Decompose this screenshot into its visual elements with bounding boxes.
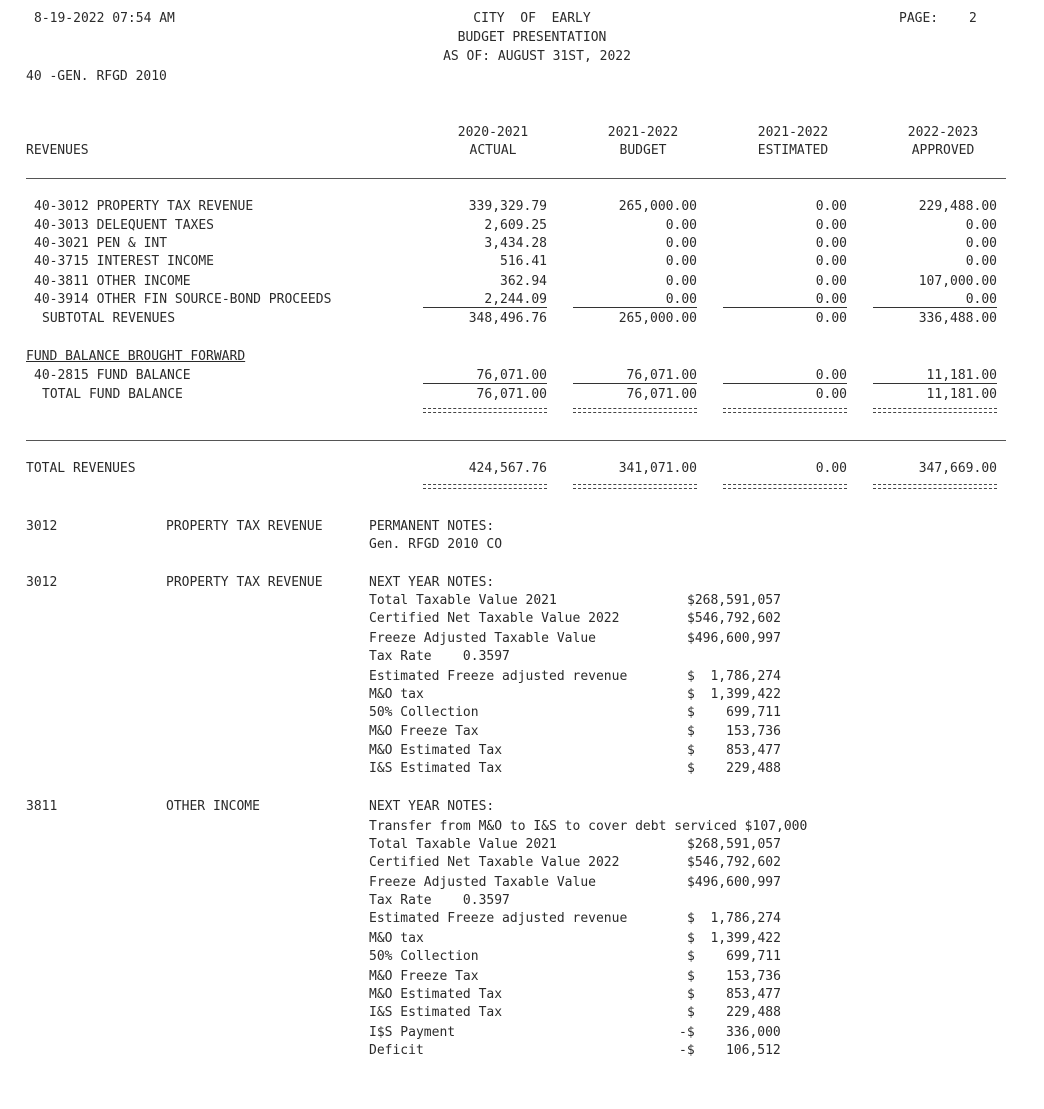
value-estimated: 0.00 bbox=[815, 387, 847, 402]
page-number: 2 bbox=[969, 11, 977, 26]
note-item-value: $ 853,477 bbox=[687, 987, 781, 1002]
note-item-value: $ 1,399,422 bbox=[687, 687, 781, 702]
col-type-budget: BUDGET bbox=[619, 143, 667, 158]
note-item-value: $ 699,711 bbox=[687, 949, 781, 964]
value-approved: 347,669.00 bbox=[918, 461, 997, 476]
note-item-label: M&O Freeze Tax bbox=[369, 724, 479, 739]
note-item-label: Certified Net Taxable Value 2022 bbox=[369, 611, 620, 626]
note-item-label: I&S Estimated Tax bbox=[369, 1005, 503, 1020]
value-actual: 339,329.79 bbox=[468, 199, 547, 214]
note-item-label: I&S Estimated Tax bbox=[369, 761, 503, 776]
value-actual: 76,071.00 bbox=[476, 368, 547, 383]
note-item-value: $ 153,736 bbox=[687, 724, 781, 739]
subtotal-rule bbox=[573, 307, 697, 308]
note-item-value: -$ 336,000 bbox=[679, 1025, 781, 1040]
note-item-label: Freeze Adjusted Taxable Value bbox=[369, 875, 596, 890]
subtotal-label: SUBTOTAL REVENUES bbox=[42, 311, 176, 326]
note-code: 3012 bbox=[26, 519, 58, 534]
report-datetime: 8-19-2022 07:54 AM bbox=[34, 11, 175, 26]
col-year-estimated: 2021-2022 bbox=[757, 125, 829, 140]
double-rule bbox=[723, 484, 847, 489]
double-rule bbox=[423, 408, 547, 413]
double-rule bbox=[873, 484, 997, 489]
value-budget: 76,071.00 bbox=[626, 387, 697, 402]
value-budget: 0.00 bbox=[665, 218, 697, 233]
value-estimated: 0.00 bbox=[815, 218, 847, 233]
revenues-section-label: REVENUES bbox=[26, 143, 89, 158]
value-budget: 0.00 bbox=[665, 254, 697, 269]
report-title: BUDGET PRESENTATION bbox=[457, 30, 607, 45]
subtotal-rule bbox=[423, 307, 547, 308]
as-of-date: AS OF: AUGUST 31ST, 2022 bbox=[443, 49, 631, 64]
double-rule bbox=[573, 484, 697, 489]
note-heading: NEXT YEAR NOTES: bbox=[369, 575, 495, 590]
note-item-value: $546,792,602 bbox=[687, 855, 781, 870]
value-approved: 11,181.00 bbox=[926, 387, 997, 402]
note-text: Transfer from M&O to I&S to cover debt serviced $107,000 bbox=[369, 819, 808, 834]
double-rule bbox=[573, 408, 697, 413]
revenue-label: 40-3715 INTEREST INCOME bbox=[34, 254, 215, 269]
total-revenues-label: TOTAL REVENUES bbox=[26, 461, 136, 476]
value-estimated: 0.00 bbox=[815, 311, 847, 326]
value-actual: 348,496.76 bbox=[468, 311, 547, 326]
value-estimated: 0.00 bbox=[815, 199, 847, 214]
value-estimated: 0.00 bbox=[815, 461, 847, 476]
note-item-label: 50% Collection bbox=[369, 705, 479, 720]
col-year-budget: 2021-2022 bbox=[607, 125, 679, 140]
note-item-label: Total Taxable Value 2021 bbox=[369, 837, 557, 852]
note-item-label: I$S Payment bbox=[369, 1025, 456, 1040]
value-budget: 265,000.00 bbox=[618, 311, 697, 326]
note-item-label: Estimated Freeze adjusted revenue bbox=[369, 911, 628, 926]
col-year-approved: 2022-2023 bbox=[907, 125, 979, 140]
value-approved: 0.00 bbox=[965, 236, 997, 251]
note-text: Gen. RFGD 2010 CO bbox=[369, 537, 503, 552]
value-approved: 229,488.00 bbox=[918, 199, 997, 214]
value-actual: 362.94 bbox=[500, 274, 547, 289]
value-budget: 265,000.00 bbox=[618, 199, 697, 214]
value-actual: 2,244.09 bbox=[484, 292, 547, 307]
fund-balance-rule bbox=[873, 383, 997, 384]
note-item-label: M&O tax bbox=[369, 687, 424, 702]
value-actual: 516.41 bbox=[500, 254, 547, 269]
note-item-label: Deficit bbox=[369, 1043, 424, 1058]
note-item-value: -$ 106,512 bbox=[679, 1043, 781, 1058]
note-account: PROPERTY TAX REVENUE bbox=[166, 519, 323, 534]
value-actual: 424,567.76 bbox=[468, 461, 547, 476]
value-approved: 0.00 bbox=[965, 254, 997, 269]
revenue-label: 40-3013 DELEQUENT TAXES bbox=[34, 218, 215, 233]
note-code: 3811 bbox=[26, 799, 58, 814]
note-item-value: $ 1,786,274 bbox=[687, 669, 781, 684]
note-account: OTHER INCOME bbox=[166, 799, 260, 814]
value-budget: 76,071.00 bbox=[626, 368, 697, 383]
value-approved: 0.00 bbox=[965, 292, 997, 307]
fund-balance-label: 40-2815 FUND BALANCE bbox=[34, 368, 191, 383]
revenue-label: 40-3914 OTHER FIN SOURCE-BOND PROCEEDS bbox=[34, 292, 332, 307]
note-item-value: $ 1,786,274 bbox=[687, 911, 781, 926]
note-item-label: Certified Net Taxable Value 2022 bbox=[369, 855, 620, 870]
value-actual: 76,071.00 bbox=[476, 387, 547, 402]
note-item-value: $ 699,711 bbox=[687, 705, 781, 720]
note-item-value: $268,591,057 bbox=[687, 837, 781, 852]
value-budget: 0.00 bbox=[665, 236, 697, 251]
city-name: CITY OF EARLY bbox=[473, 11, 591, 26]
note-item-label: M&O Estimated Tax bbox=[369, 743, 503, 758]
note-item-label: M&O tax bbox=[369, 931, 424, 946]
note-item-value: $546,792,602 bbox=[687, 611, 781, 626]
col-type-estimated: ESTIMATED bbox=[757, 143, 829, 158]
revenue-label: 40-3012 PROPERTY TAX REVENUE bbox=[34, 199, 254, 214]
note-item-label: M&O Estimated Tax bbox=[369, 987, 503, 1002]
double-rule bbox=[723, 408, 847, 413]
fund-balance-rule bbox=[573, 383, 697, 384]
value-approved: 107,000.00 bbox=[918, 274, 997, 289]
header-divider bbox=[26, 178, 1006, 179]
note-item-label: 50% Collection bbox=[369, 949, 479, 964]
note-item-value: $ 1,399,422 bbox=[687, 931, 781, 946]
col-type-actual: ACTUAL bbox=[469, 143, 517, 158]
note-heading: NEXT YEAR NOTES: bbox=[369, 799, 495, 814]
note-item-label: Estimated Freeze adjusted revenue bbox=[369, 669, 628, 684]
note-item-label: Tax Rate 0.3597 bbox=[369, 649, 510, 664]
double-rule bbox=[873, 408, 997, 413]
fund-name: 40 -GEN. RFGD 2010 bbox=[26, 69, 167, 84]
fund-balance-rule bbox=[723, 383, 847, 384]
note-item-value: $ 229,488 bbox=[687, 1005, 781, 1020]
note-item-value: $ 229,488 bbox=[687, 761, 781, 776]
value-budget: 341,071.00 bbox=[618, 461, 697, 476]
note-code: 3012 bbox=[26, 575, 58, 590]
double-rule bbox=[423, 484, 547, 489]
value-approved: 11,181.00 bbox=[926, 368, 997, 383]
note-item-value: $496,600,997 bbox=[687, 875, 781, 890]
col-year-actual: 2020-2021 bbox=[457, 125, 529, 140]
note-item-value: $268,591,057 bbox=[687, 593, 781, 608]
subtotal-rule bbox=[723, 307, 847, 308]
fund-balance-rule bbox=[423, 383, 547, 384]
value-actual: 2,609.25 bbox=[484, 218, 547, 233]
value-budget: 0.00 bbox=[665, 292, 697, 307]
value-estimated: 0.00 bbox=[815, 368, 847, 383]
note-item-value: $496,600,997 bbox=[687, 631, 781, 646]
value-approved: 0.00 bbox=[965, 218, 997, 233]
value-estimated: 0.00 bbox=[815, 292, 847, 307]
total-fund-balance-label: TOTAL FUND BALANCE bbox=[42, 387, 183, 402]
note-item-label: Freeze Adjusted Taxable Value bbox=[369, 631, 596, 646]
page-label: PAGE: bbox=[899, 11, 939, 26]
value-estimated: 0.00 bbox=[815, 236, 847, 251]
note-item-label: M&O Freeze Tax bbox=[369, 969, 479, 984]
value-estimated: 0.00 bbox=[815, 254, 847, 269]
revenue-label: 40-3021 PEN & INT bbox=[34, 236, 168, 251]
value-actual: 3,434.28 bbox=[484, 236, 547, 251]
note-item-value: $ 153,736 bbox=[687, 969, 781, 984]
value-budget: 0.00 bbox=[665, 274, 697, 289]
note-item-label: Tax Rate 0.3597 bbox=[369, 893, 510, 908]
revenue-label: 40-3811 OTHER INCOME bbox=[34, 274, 191, 289]
note-heading: PERMANENT NOTES: bbox=[369, 519, 495, 534]
fund-balance-heading: FUND BALANCE BROUGHT FORWARD bbox=[26, 349, 246, 364]
note-account: PROPERTY TAX REVENUE bbox=[166, 575, 323, 590]
note-item-value: $ 853,477 bbox=[687, 743, 781, 758]
note-item-label: Total Taxable Value 2021 bbox=[369, 593, 557, 608]
value-estimated: 0.00 bbox=[815, 274, 847, 289]
col-type-approved: APPROVED bbox=[911, 143, 975, 158]
subtotal-rule bbox=[873, 307, 997, 308]
section-divider bbox=[26, 440, 1006, 441]
value-approved: 336,488.00 bbox=[918, 311, 997, 326]
